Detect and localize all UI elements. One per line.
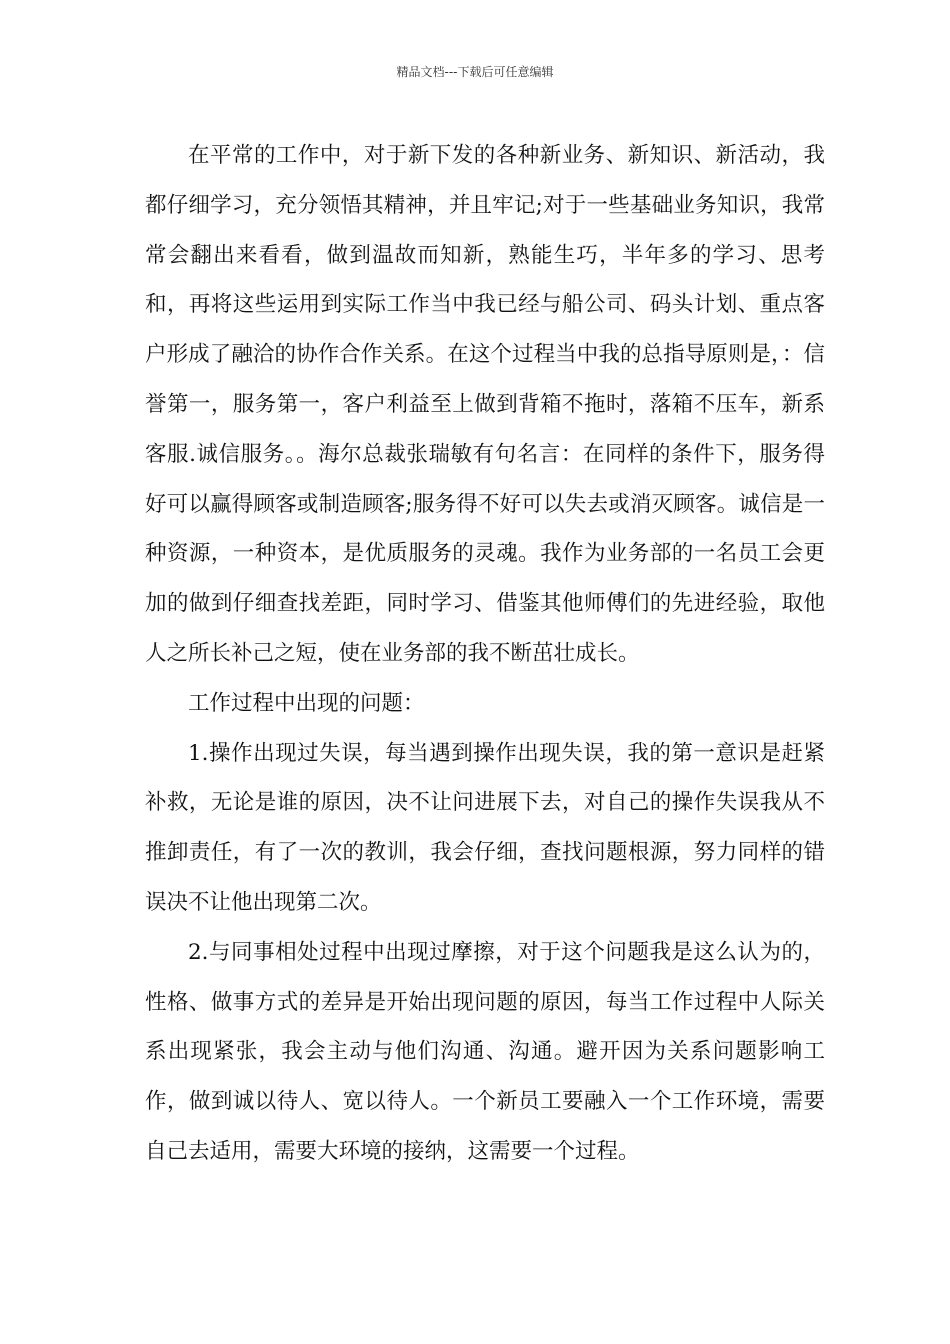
paragraph-problems-heading: 工作过程中出现的问题： [188, 690, 425, 716]
paragraph-work-attitude: 在平常的工作中，对于新下发的各种新业务、新知识、新活动，我都仔细学习，充分领悟其精神，并且牢记;对于一些基础业务知识，我常常会翻出来看看，做到温故而知新，熟能生巧，半年多的学习、思考和，再将这些运用到实际工作当中我已经与船公司、码头计划、重点客户形成了融洽的协作合作关系。在这个过程当中我的总指导原则是，：信誉第一，服务第一，客户利益至上做到背箱不拖时，落箱不压车，新系客服.诚信服务。。海尔总裁张瑞敏有句名言：在同样的条件下，服务得好可以赢得顾客或制造顾客;服务得不好可以失去或消灭顾客。诚信是一种资源，一种资本，是优质服务的灵魂。我作为业务部的一名员工会更加的做到仔细查找差距，同时学习、借鉴其他师傅们的先进经验，取他人之所长补己之短，使在业务部的我不断茁壮成长。 [145, 143, 825, 666]
paragraph-problem-2: 2.与同事相处过程中出现过摩擦，对于这个问题我是这么认为的，性格、做事方式的差异是开始出现问题的原因，每当工作过程中人际关系出现紧张，我会主动与他们沟通、沟通。避开因为关系问题影响工作，做到诚以待人、宽以待人。一个新员工要融入一个工作环境，需要自己去适用，需要大环境的接纳，这需要一个过程。 [145, 939, 825, 1164]
paragraph-problem-1: 1.操作出现过失误，每当遇到操作出现失误，我的第一意识是赶紧补救，无论是谁的原因，决不让问进展下去，对自己的操作失误我从不推卸责任，有了一次的教训，我会仔细，查找问题根源，努力同样的错误决不让他出现第二次。 [145, 740, 825, 915]
page-header: 精品文档---下载后可任意编辑 [396, 65, 554, 79]
document-body [145, 131, 825, 1177]
